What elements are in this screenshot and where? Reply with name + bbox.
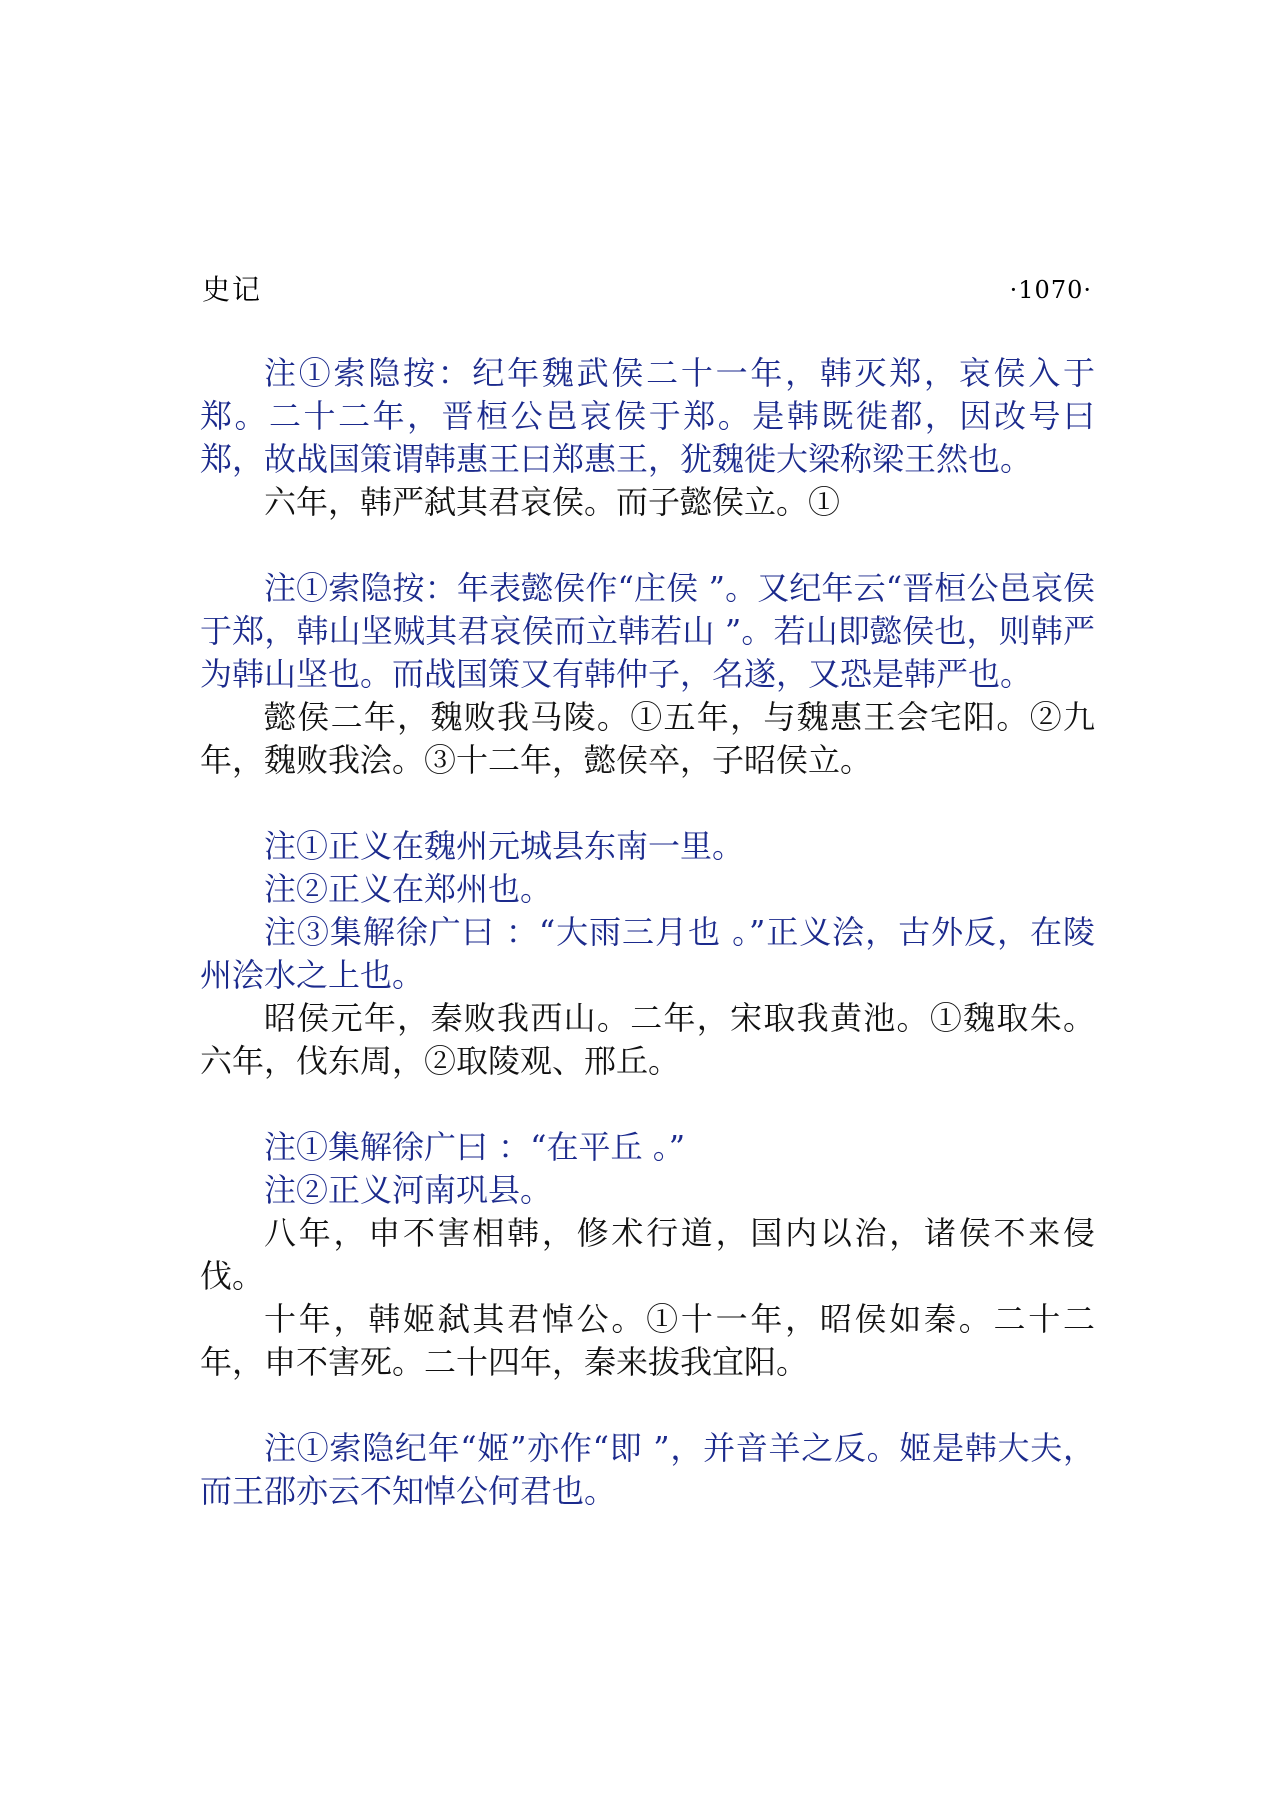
page-number: ·1070·	[1009, 276, 1092, 304]
annotation-paragraph: 注①索隐按：纪年魏武侯二十一年，韩灭郑，哀侯入于郑。二十二年，晋桓公邑哀侯于郑。是韩既徙都，因改号曰郑，故战国策谓韩惠王曰郑惠王，犹魏徙大梁称梁王然也。	[200, 354, 1095, 478]
annotation-paragraph: 注①索隐纪年“姬”亦作“即 ”，并音羊之反。姬是韩大夫，而王邵亦云不知悼公何君也。	[200, 1429, 1095, 1510]
page-header	[202, 268, 1092, 312]
annotation-paragraph: 注③集解徐广曰 ：“大雨三月也 。”正义浍，古外反，在陵州浍水之上也。	[200, 913, 1095, 994]
annotation-paragraph: 注①集解徐广曰 ：“在平丘 。”	[264, 1128, 686, 1166]
annotation-paragraph: 注②正义河南巩县。	[264, 1171, 553, 1209]
main-text-paragraph: 八年，申不害相韩，修术行道，国内以治，诸侯不来侵伐。	[200, 1214, 1095, 1295]
annotation-paragraph: 注①索隐按：年表懿侯作“庄侯 ”。又纪年云“晋桓公邑哀侯于郑，韩山坚贼其君哀侯而立韩若山 ”。若山即懿侯也，则韩严为韩山坚也。而战国策又有韩仲子，名遂，又恐是韩严也。	[200, 569, 1095, 693]
main-text-paragraph: 六年，韩严弑其君哀侯。而子懿侯立。①	[264, 483, 841, 521]
main-text-paragraph: 昭侯元年，秦败我西山。二年，宋取我黄池。①魏取朱。六年，伐东周，②取陵观、邢丘。	[200, 999, 1095, 1080]
main-text-paragraph: 懿侯二年，魏败我马陵。①五年，与魏惠王会宅阳。②九年，魏败我浍。③十二年，懿侯卒，子昭侯立。	[200, 698, 1095, 779]
main-text-paragraph: 十年，韩姬弑其君悼公。①十一年，昭侯如秦。二十二年，申不害死。二十四年，秦来拔我宜阳。	[200, 1300, 1095, 1381]
annotation-paragraph: 注①正义在魏州元城县东南一里。	[264, 827, 745, 865]
annotation-paragraph: 注②正义在郑州也。	[264, 870, 553, 908]
page-body	[200, 352, 1095, 1513]
book-title: 史记	[202, 273, 263, 306]
